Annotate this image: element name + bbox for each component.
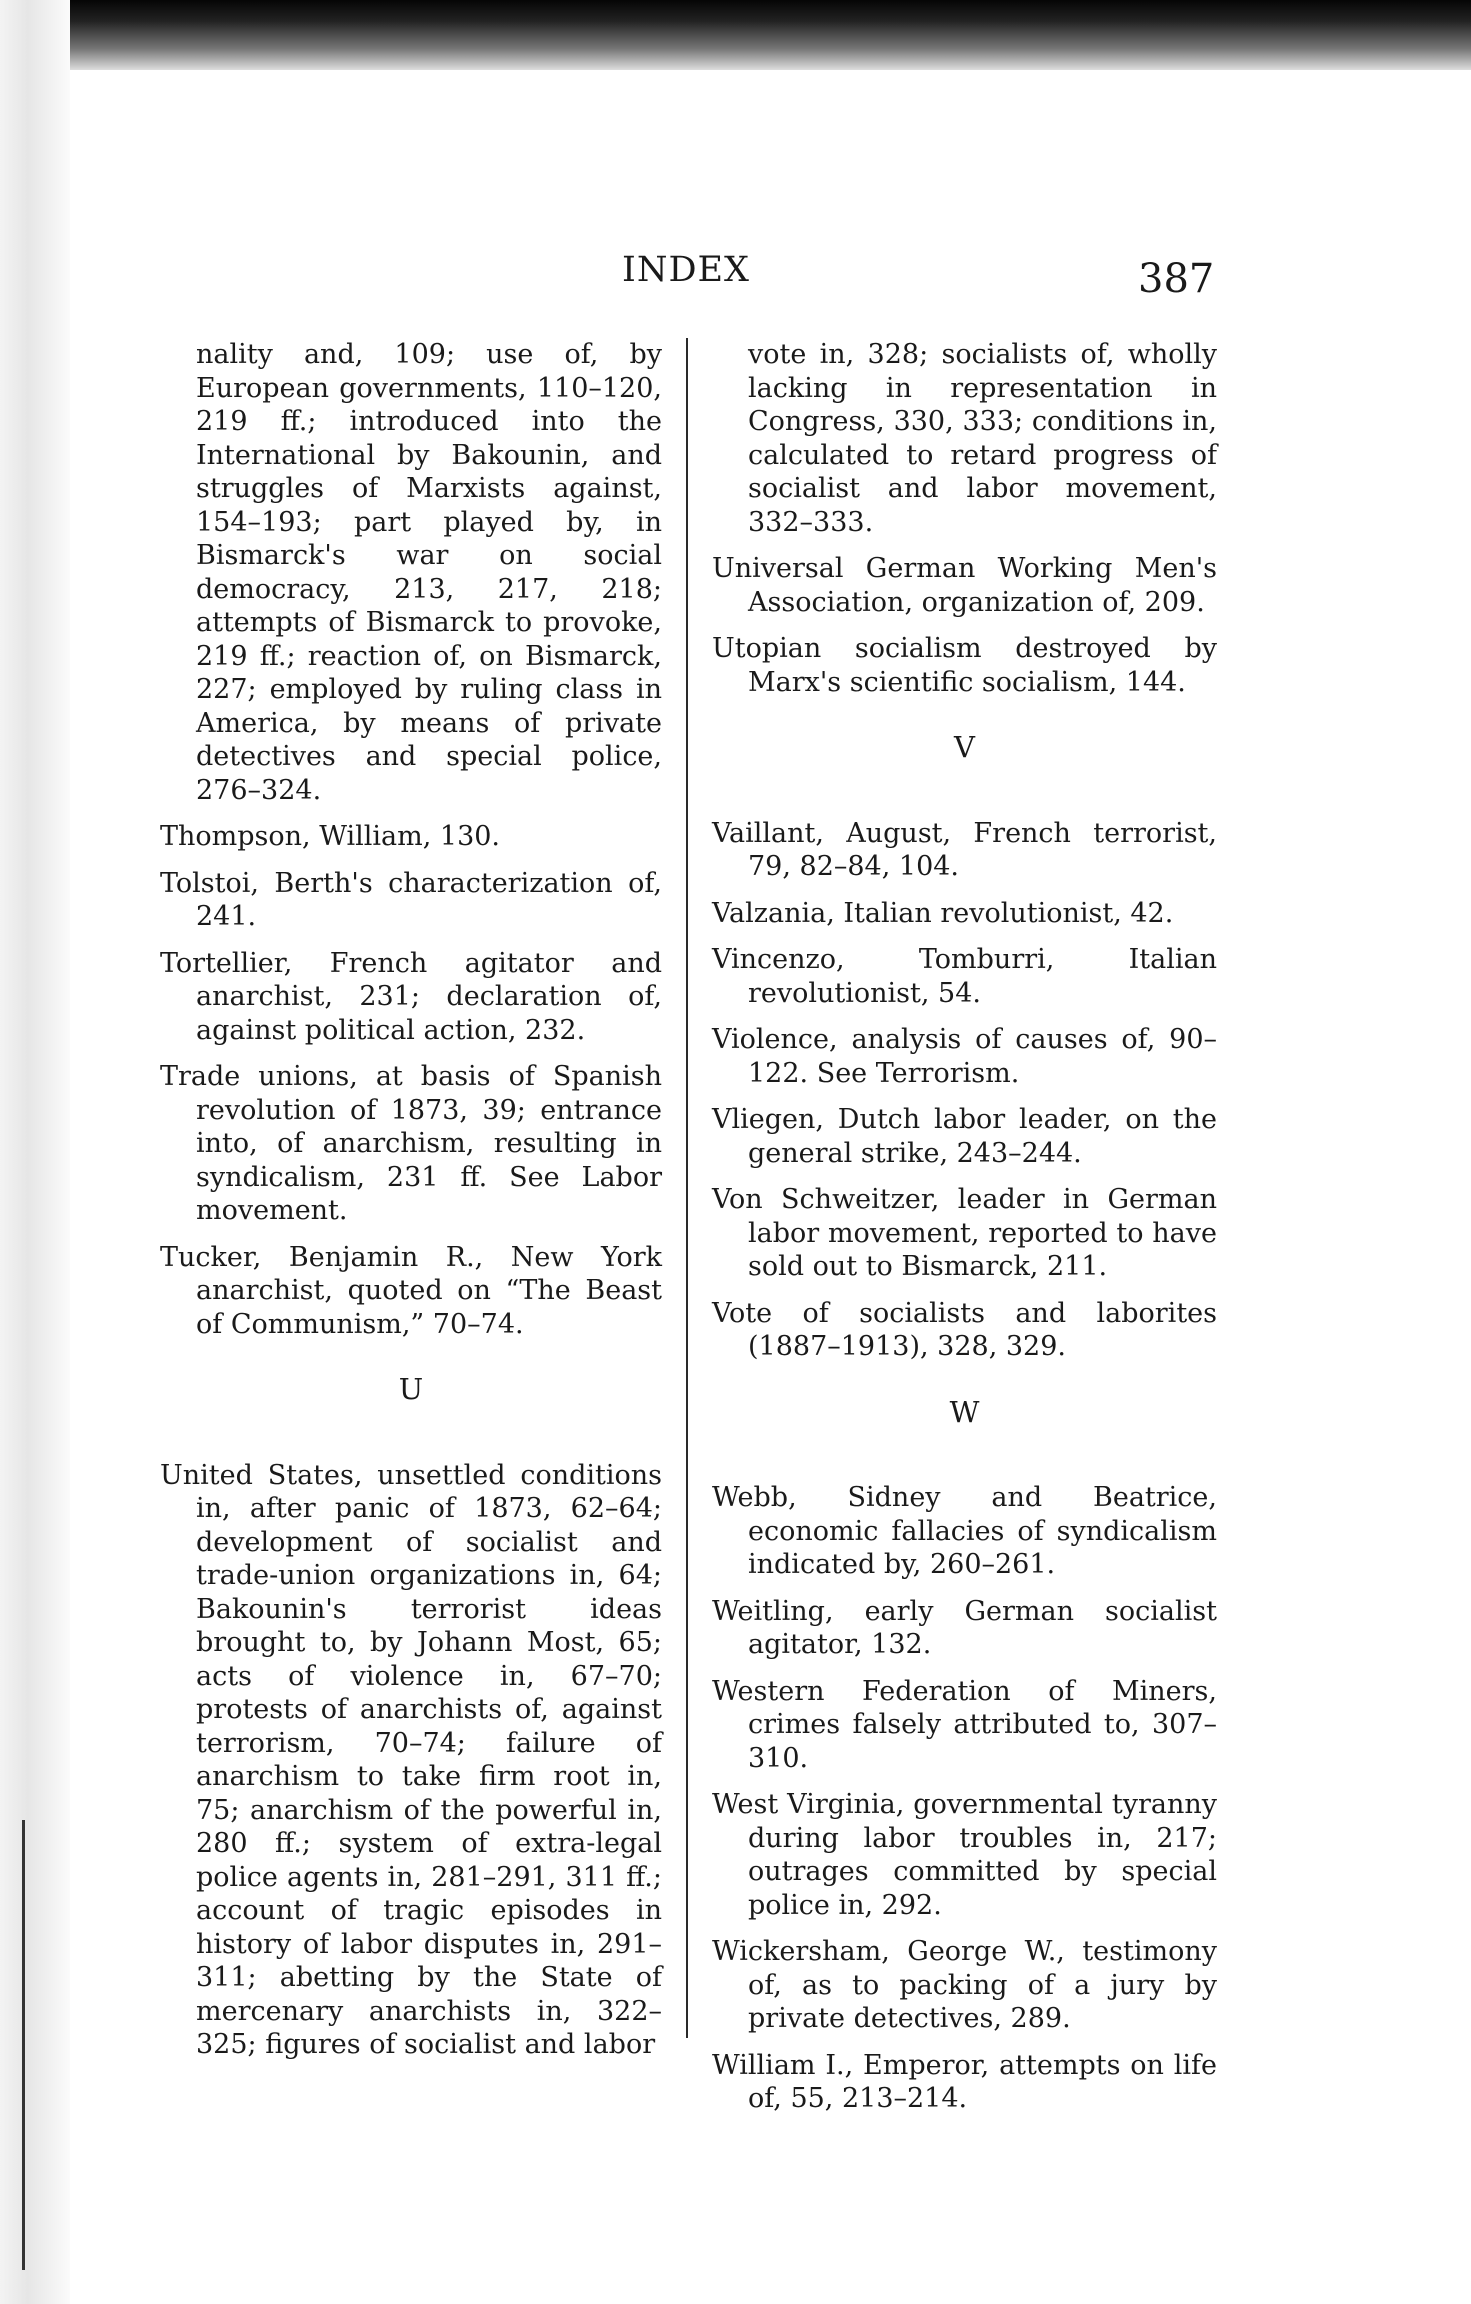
scan-left-margin	[0, 0, 70, 2304]
index-entry-continuation: vote in, 328; socialists of, wholly lacking in representation in Congress, 330, 333; conditions in, calculated to retard progress of socialist and labor movement, 332–333.	[748, 339, 1217, 538]
page-number: 387	[1138, 256, 1215, 302]
index-entry: Utopian socialism destroyed by Marx's scientific socialism, 144.	[712, 633, 1217, 698]
index-entry: Wickersham, George W., testimony of, as to packing of a jury by private detectives, 289.	[712, 1936, 1217, 2034]
index-entry: William I., Emperor, attempts on life of, 55, 213–214.	[712, 2049, 1217, 2114]
index-entry: West Virginia, governmental tyranny during labor troubles in, 217; outrages committed by special police in, 292.	[712, 1789, 1217, 1921]
index-entry: Thompson, William, 130.	[160, 821, 501, 852]
column-divider	[686, 338, 688, 2038]
index-entry-continuation: nality and, 109; use of, by European governments, 110–120, 219 ff.; introduced into the International by Bakounin, and struggles of Marxists against, 154–193; part played by, in Bismarck's war on social democracy, 213, 217, 218; attempts of Bismarck to provoke, 219 ff.; reaction of, on Bismarck, 227; employed by ruling class in America, by means of private detectives and special police, 276–324.	[196, 339, 662, 806]
page-header	[0, 250, 1471, 300]
index-entry: Vaillant, August, French terrorist, 79, 82–84, 104.	[712, 817, 1217, 882]
index-entry: Tucker, Benjamin R., New York anarchist, quoted on “The Beast of Communism,” 70–74.	[160, 1241, 662, 1340]
right-column	[712, 338, 1217, 2129]
index-entry: Vliegen, Dutch labor leader, on the general strike, 243–244.	[712, 1104, 1217, 1169]
section-letter-v: V	[954, 730, 975, 764]
index-entry: Tolstoi, Berth's characterization of, 241.	[160, 867, 662, 932]
section-letter-u: U	[398, 1372, 424, 1406]
index-entry: Weitling, early German socialist agitator, 132.	[712, 1595, 1217, 1660]
index-entry: Trade unions, at basis of Spanish revolution of 1873, 39; entrance into, of anarchism, resulting in syndicalism, 231 ff. See Labor movement.	[160, 1061, 662, 1226]
index-entry: Von Schweitzer, leader in German labor movement, reported to have sold out to Bismarck, 211.	[712, 1184, 1217, 1282]
index-entry: Vincenzo, Tomburri, Italian revolutionist, 54.	[712, 944, 1217, 1009]
index-entry: Universal German Working Men's Association, organization of, 209.	[712, 553, 1217, 618]
index-entry: Tortellier, French agitator and anarchist, 231; declaration of, against political action, 232.	[160, 947, 662, 1046]
index-entry: Valzania, Italian revolutionist, 42.	[712, 897, 1174, 929]
index-entry: Violence, analysis of causes of, 90–122. See Terrorism.	[712, 1024, 1217, 1089]
scan-top-shadow	[70, 0, 1471, 70]
section-letter-w: W	[949, 1394, 980, 1429]
index-entry: United States, unsettled conditions in, after panic of 1873, 62–64; development of socialist and trade-union organizations in, 64; Bakounin's terrorist ideas brought to, by Johann Most, 65; acts of violence in, 67–70; protests of anarchists of, against terrorism, 70–74; failure of anarchism to take firm root in, 75; anarchism of the powerful in, 280 ff.; system of extra-legal police agents in, 281–291, 311 ff.; account of tragic episodes in history of labor disputes in, 291–311; abetting by the State of mercenary anarchists in, 322–325; figures of socialist and labor	[160, 1459, 662, 2060]
index-entry: Western Federation of Miners, crimes falsely attributed to, 307–310.	[712, 1675, 1217, 1774]
page-title: INDEX	[622, 250, 750, 290]
left-column	[160, 338, 662, 2075]
scan-binding-shadow	[22, 1820, 25, 2270]
index-entry: Webb, Sidney and Beatrice, economic fallacies of syndicalism indicated by, 260–261.	[712, 1482, 1217, 1580]
index-entry: Vote of socialists and laborites (1887–1913), 328, 329.	[712, 1297, 1217, 1362]
